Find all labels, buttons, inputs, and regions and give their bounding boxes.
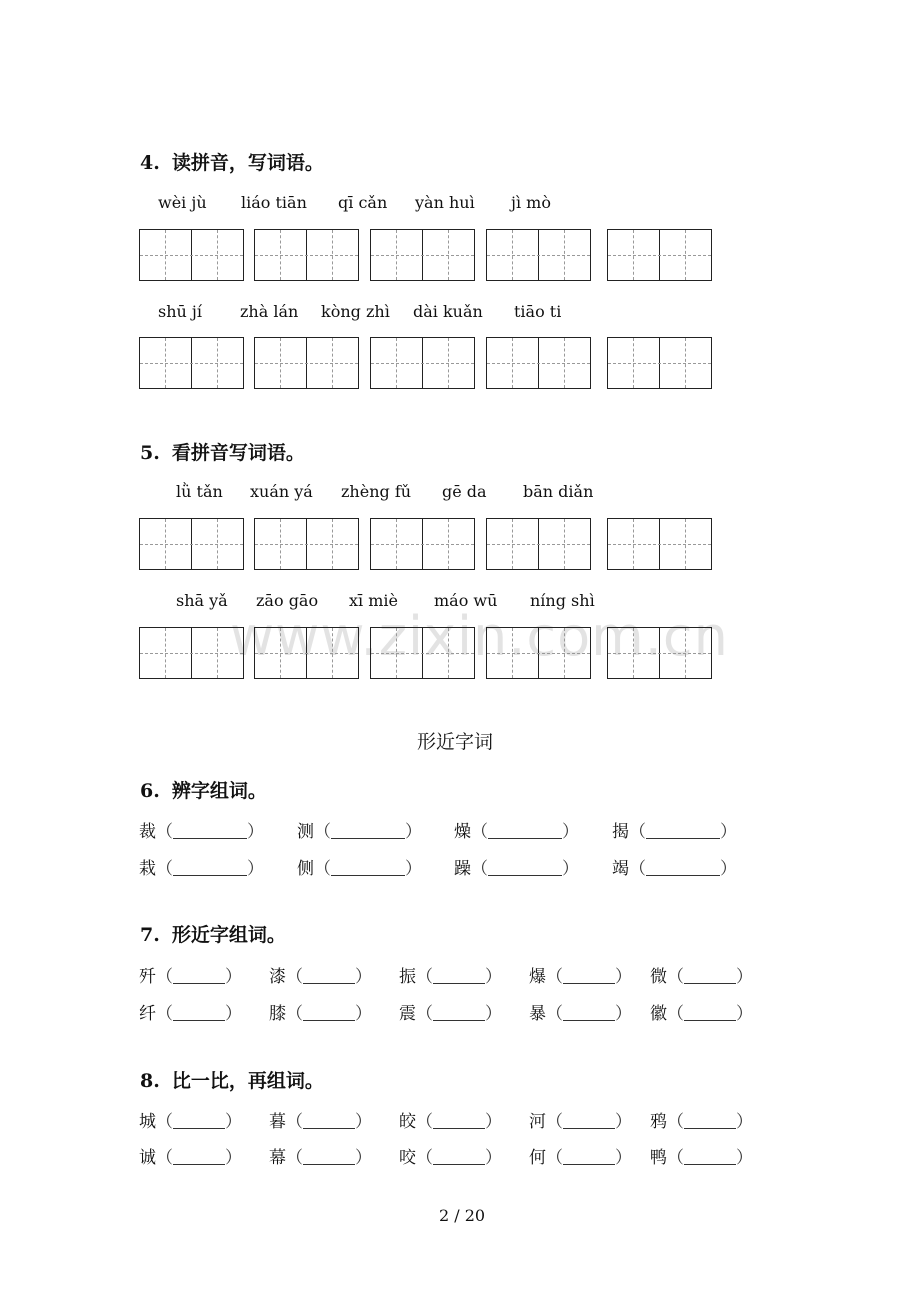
answer-blank[interactable] xyxy=(488,861,562,876)
grid-line xyxy=(685,338,686,388)
question-text: 比一比，再组词。 xyxy=(171,1070,324,1092)
grid-line xyxy=(255,255,358,256)
pinyin-label: dài kuǎn xyxy=(413,302,483,321)
grid-line xyxy=(487,544,590,545)
answer-blank[interactable] xyxy=(684,1150,736,1165)
writing-grid-box[interactable] xyxy=(607,337,712,389)
question-text: 读拼音，写词语。 xyxy=(171,152,324,174)
question-4-title xyxy=(140,148,324,175)
answer-blank[interactable] xyxy=(331,861,405,876)
answer-blank[interactable] xyxy=(173,1006,225,1021)
open-paren: （ xyxy=(629,859,646,879)
grid-line xyxy=(512,230,513,280)
character: 幕 xyxy=(269,1148,286,1168)
character: 漆 xyxy=(269,967,286,987)
writing-grid-box[interactable] xyxy=(607,229,712,281)
character: 裁 xyxy=(139,822,156,842)
open-paren: （ xyxy=(546,967,563,987)
open-paren: （ xyxy=(471,822,488,842)
word-build-item xyxy=(650,1107,753,1132)
watermark: www.zixin.com.cn xyxy=(230,605,729,668)
character: 膝 xyxy=(269,1004,286,1024)
close-paren: ） xyxy=(615,967,632,987)
grid-line xyxy=(332,230,333,280)
question-7-title xyxy=(140,920,286,947)
answer-blank[interactable] xyxy=(563,969,615,984)
pinyin-label: jì mò xyxy=(511,193,551,212)
character: 城 xyxy=(139,1112,156,1132)
grid-line xyxy=(396,338,397,388)
word-build-item xyxy=(297,854,422,879)
answer-blank[interactable] xyxy=(173,861,247,876)
close-paren: ） xyxy=(225,1004,242,1024)
grid-line xyxy=(255,653,358,654)
word-build-item xyxy=(529,1143,632,1168)
writing-grid-box[interactable] xyxy=(607,518,712,570)
answer-blank[interactable] xyxy=(563,1114,615,1129)
writing-grid-box[interactable] xyxy=(370,518,475,570)
word-build-item xyxy=(399,999,502,1024)
character: 微 xyxy=(650,967,667,987)
grid-line xyxy=(633,519,634,569)
grid-line xyxy=(371,653,474,654)
grid-line xyxy=(280,338,281,388)
character: 振 xyxy=(399,967,416,987)
question-text: 形近字组词。 xyxy=(171,924,286,946)
grid-line xyxy=(448,628,449,678)
writing-grid-box[interactable] xyxy=(486,627,591,679)
open-paren: （ xyxy=(546,1004,563,1024)
character: 鸦 xyxy=(650,1112,667,1132)
close-paren: ） xyxy=(720,859,737,879)
word-build-item xyxy=(139,1107,242,1132)
close-paren: ） xyxy=(225,967,242,987)
grid-line xyxy=(608,255,711,256)
answer-blank[interactable] xyxy=(684,969,736,984)
word-build-item xyxy=(399,1107,502,1132)
word-build-item xyxy=(529,962,632,987)
grid-line xyxy=(396,519,397,569)
grid-line xyxy=(448,519,449,569)
page-number: 2 / 20 xyxy=(439,1206,486,1225)
pinyin-label: níng shì xyxy=(530,591,595,610)
character: 躁 xyxy=(454,859,471,879)
grid-line xyxy=(512,628,513,678)
close-paren: ） xyxy=(736,967,753,987)
writing-grid-box[interactable] xyxy=(486,518,591,570)
word-build-item xyxy=(297,817,422,842)
answer-blank[interactable] xyxy=(433,969,485,984)
grid-line xyxy=(217,628,218,678)
grid-line xyxy=(685,230,686,280)
writing-grid-box[interactable] xyxy=(370,627,475,679)
grid-line xyxy=(217,338,218,388)
pinyin-label: xuán yá xyxy=(250,482,313,501)
answer-blank[interactable] xyxy=(433,1114,485,1129)
character: 徽 xyxy=(650,1004,667,1024)
grid-line xyxy=(140,653,243,654)
answer-blank[interactable] xyxy=(684,1114,736,1129)
grid-line xyxy=(140,363,243,364)
open-paren: （ xyxy=(314,859,331,879)
answer-blank[interactable] xyxy=(303,1114,355,1129)
word-build-item xyxy=(139,999,242,1024)
character: 暮 xyxy=(269,1112,286,1132)
open-paren: （ xyxy=(416,1148,433,1168)
open-paren: （ xyxy=(416,967,433,987)
close-paren: ） xyxy=(355,967,372,987)
word-build-item xyxy=(139,854,264,879)
close-paren: ） xyxy=(225,1148,242,1168)
writing-grid-box[interactable] xyxy=(139,518,244,570)
answer-blank[interactable] xyxy=(173,969,225,984)
open-paren: （ xyxy=(286,1148,303,1168)
character: 诚 xyxy=(139,1148,156,1168)
open-paren: （ xyxy=(667,1004,684,1024)
word-build-item xyxy=(269,1143,372,1168)
open-paren: （ xyxy=(156,1004,173,1024)
answer-blank[interactable] xyxy=(563,1150,615,1165)
close-paren: ） xyxy=(405,859,422,879)
question-number: 4. xyxy=(140,152,160,174)
question-number: 7. xyxy=(140,924,160,946)
grid-line xyxy=(564,519,565,569)
grid-line xyxy=(685,628,686,678)
grid-line xyxy=(633,628,634,678)
close-paren: ） xyxy=(355,1112,372,1132)
grid-line xyxy=(396,628,397,678)
answer-blank[interactable] xyxy=(433,1150,485,1165)
grid-line xyxy=(165,230,166,280)
word-build-item xyxy=(612,817,737,842)
pinyin-label: shā yǎ xyxy=(176,591,228,610)
close-paren: ） xyxy=(736,1112,753,1132)
grid-line xyxy=(371,363,474,364)
grid-line xyxy=(608,653,711,654)
open-paren: （ xyxy=(416,1004,433,1024)
answer-blank[interactable] xyxy=(173,824,247,839)
answer-blank[interactable] xyxy=(646,861,720,876)
open-paren: （ xyxy=(546,1148,563,1168)
close-paren: ） xyxy=(355,1148,372,1168)
close-paren: ） xyxy=(615,1004,632,1024)
pinyin-label: bān diǎn xyxy=(523,482,594,501)
pinyin-label: zhèng fǔ xyxy=(341,482,412,501)
grid-line xyxy=(564,628,565,678)
open-paren: （ xyxy=(314,822,331,842)
word-build-item xyxy=(650,962,753,987)
pinyin-label: tiāo ti xyxy=(514,302,562,321)
question-8-title xyxy=(140,1066,324,1093)
grid-line xyxy=(165,338,166,388)
answer-blank[interactable] xyxy=(433,1006,485,1021)
answer-blank[interactable] xyxy=(173,1114,225,1129)
open-paren: （ xyxy=(546,1112,563,1132)
open-paren: （ xyxy=(471,859,488,879)
grid-line xyxy=(280,519,281,569)
character: 歼 xyxy=(139,967,156,987)
grid-line xyxy=(564,230,565,280)
word-build-item xyxy=(399,962,502,987)
grid-line xyxy=(332,338,333,388)
writing-grid-box[interactable] xyxy=(486,337,591,389)
writing-grid-box[interactable] xyxy=(139,229,244,281)
close-paren: ） xyxy=(736,1004,753,1024)
character: 揭 xyxy=(612,822,629,842)
close-paren: ） xyxy=(247,859,264,879)
grid-line xyxy=(280,230,281,280)
word-build-item xyxy=(529,999,632,1024)
grid-line xyxy=(487,653,590,654)
close-paren: ） xyxy=(615,1112,632,1132)
grid-line xyxy=(633,338,634,388)
open-paren: （ xyxy=(629,822,646,842)
answer-blank[interactable] xyxy=(173,1150,225,1165)
character: 侧 xyxy=(297,859,314,879)
question-text: 辨字组词。 xyxy=(171,780,267,802)
grid-line xyxy=(564,338,565,388)
grid-line xyxy=(332,519,333,569)
grid-line xyxy=(165,519,166,569)
grid-line xyxy=(448,338,449,388)
character: 爆 xyxy=(529,967,546,987)
grid-line xyxy=(217,230,218,280)
writing-grid-box[interactable] xyxy=(139,337,244,389)
close-paren: ） xyxy=(562,859,579,879)
grid-line xyxy=(217,519,218,569)
character: 何 xyxy=(529,1148,546,1168)
open-paren: （ xyxy=(156,859,173,879)
grid-line xyxy=(512,519,513,569)
open-paren: （ xyxy=(286,1112,303,1132)
grid-line xyxy=(140,544,243,545)
answer-blank[interactable] xyxy=(646,824,720,839)
question-5-title xyxy=(140,438,305,465)
grid-line xyxy=(448,230,449,280)
word-build-item xyxy=(269,962,372,987)
grid-line xyxy=(165,628,166,678)
word-build-item xyxy=(139,817,264,842)
writing-grid-box[interactable] xyxy=(254,337,359,389)
grid-line xyxy=(608,363,711,364)
character: 栽 xyxy=(139,859,156,879)
close-paren: ） xyxy=(225,1112,242,1132)
character: 暴 xyxy=(529,1004,546,1024)
character: 鸭 xyxy=(650,1148,667,1168)
writing-grid-box[interactable] xyxy=(607,627,712,679)
character: 燥 xyxy=(454,822,471,842)
word-build-item xyxy=(529,1107,632,1132)
grid-line xyxy=(140,255,243,256)
pinyin-label: shū jí xyxy=(158,302,202,321)
close-paren: ） xyxy=(405,822,422,842)
answer-blank[interactable] xyxy=(331,824,405,839)
character: 咬 xyxy=(399,1148,416,1168)
grid-line xyxy=(255,363,358,364)
writing-grid-box[interactable] xyxy=(254,229,359,281)
open-paren: （ xyxy=(156,822,173,842)
grid-line xyxy=(487,363,590,364)
open-paren: （ xyxy=(667,967,684,987)
question-number: 6. xyxy=(140,780,160,802)
close-paren: ） xyxy=(355,1004,372,1024)
word-build-item xyxy=(454,854,579,879)
word-build-item xyxy=(454,817,579,842)
pinyin-label: yàn huì xyxy=(415,193,475,212)
close-paren: ） xyxy=(720,822,737,842)
pinyin-label: wèi jù xyxy=(158,193,207,212)
word-build-item xyxy=(269,1107,372,1132)
writing-grid-box[interactable] xyxy=(370,229,475,281)
question-number: 8. xyxy=(140,1070,160,1092)
grid-line xyxy=(487,255,590,256)
grid-line xyxy=(512,338,513,388)
grid-line xyxy=(332,628,333,678)
answer-blank[interactable] xyxy=(303,1150,355,1165)
close-paren: ） xyxy=(615,1148,632,1168)
answer-blank[interactable] xyxy=(563,1006,615,1021)
answer-blank[interactable] xyxy=(303,1006,355,1021)
pinyin-label: máo wū xyxy=(434,591,498,610)
pinyin-label: liáo tiān xyxy=(241,193,307,212)
writing-grid-box[interactable] xyxy=(254,518,359,570)
close-paren: ） xyxy=(485,1004,502,1024)
open-paren: （ xyxy=(667,1148,684,1168)
writing-grid-box[interactable] xyxy=(370,337,475,389)
grid-line xyxy=(371,255,474,256)
writing-grid-box[interactable] xyxy=(139,627,244,679)
grid-line xyxy=(633,230,634,280)
question-number: 5. xyxy=(140,442,160,464)
close-paren: ） xyxy=(247,822,264,842)
open-paren: （ xyxy=(286,967,303,987)
writing-grid-box[interactable] xyxy=(486,229,591,281)
pinyin-label: zhà lán xyxy=(240,302,299,321)
character: 纤 xyxy=(139,1004,156,1024)
writing-grid-box[interactable] xyxy=(254,627,359,679)
word-build-item xyxy=(139,1143,242,1168)
grid-line xyxy=(280,628,281,678)
close-paren: ） xyxy=(562,822,579,842)
character: 皎 xyxy=(399,1112,416,1132)
word-build-item xyxy=(399,1143,502,1168)
word-build-item xyxy=(650,1143,753,1168)
grid-line xyxy=(255,544,358,545)
pinyin-label: kòng zhì xyxy=(321,302,390,321)
word-build-item xyxy=(650,999,753,1024)
open-paren: （ xyxy=(156,1148,173,1168)
pinyin-label: lǜ tǎn xyxy=(176,482,223,501)
question-6-title xyxy=(140,776,267,803)
close-paren: ） xyxy=(485,1112,502,1132)
pinyin-label: qī cǎn xyxy=(338,193,388,212)
word-build-item xyxy=(612,854,737,879)
open-paren: （ xyxy=(667,1112,684,1132)
open-paren: （ xyxy=(286,1004,303,1024)
grid-line xyxy=(685,519,686,569)
character: 测 xyxy=(297,822,314,842)
answer-blank[interactable] xyxy=(303,969,355,984)
character: 河 xyxy=(529,1112,546,1132)
character: 竭 xyxy=(612,859,629,879)
answer-blank[interactable] xyxy=(488,824,562,839)
answer-blank[interactable] xyxy=(684,1006,736,1021)
grid-line xyxy=(608,544,711,545)
pinyin-label: gē da xyxy=(442,482,487,501)
word-build-item xyxy=(269,999,372,1024)
question-text: 看拼音写词语。 xyxy=(171,442,305,464)
pinyin-label: xī miè xyxy=(349,591,398,610)
pinyin-label: zāo gāo xyxy=(256,591,319,610)
grid-line xyxy=(396,230,397,280)
close-paren: ） xyxy=(485,1148,502,1168)
open-paren: （ xyxy=(416,1112,433,1132)
word-build-item xyxy=(139,962,242,987)
close-paren: ） xyxy=(736,1148,753,1168)
open-paren: （ xyxy=(156,967,173,987)
section-heading: 形近字词 xyxy=(417,731,494,753)
character: 震 xyxy=(399,1004,416,1024)
open-paren: （ xyxy=(156,1112,173,1132)
close-paren: ） xyxy=(485,967,502,987)
grid-line xyxy=(371,544,474,545)
